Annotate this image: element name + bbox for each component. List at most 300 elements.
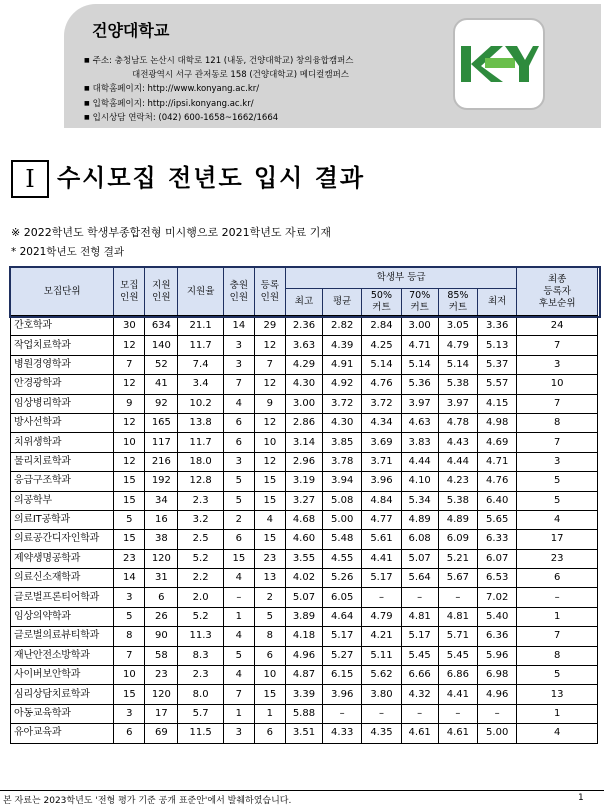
value-cell: 3.36	[478, 316, 517, 336]
header-min: 최저	[478, 289, 517, 317]
value-cell: 1	[517, 607, 598, 626]
value-cell: 5.14	[438, 355, 477, 374]
value-cell: 5.96	[478, 646, 517, 665]
table-row	[11, 724, 598, 743]
value-cell: 4.15	[478, 394, 517, 413]
header-max: 최고	[285, 289, 322, 317]
value-cell: 4.81	[401, 607, 438, 626]
value-cell: 7	[517, 336, 598, 355]
unit-cell: 간호학과	[11, 316, 114, 336]
section-title	[11, 160, 601, 198]
unit-cell: 글로벌프론티어학과	[11, 588, 114, 607]
value-cell: 15	[114, 472, 145, 491]
value-cell: 3.71	[362, 452, 401, 471]
value-cell: 3	[223, 336, 254, 355]
value-cell: 5.17	[362, 569, 401, 588]
university-name: 건양대학교	[92, 21, 170, 40]
value-cell: 10	[517, 375, 598, 394]
value-cell: 5	[254, 607, 285, 626]
table-row	[11, 413, 598, 432]
header-cut85: 85% 커트	[438, 289, 477, 317]
value-cell: 6	[223, 530, 254, 549]
value-cell: 5.38	[438, 491, 477, 510]
value-cell: 8	[114, 627, 145, 646]
unit-cell: 병원경영학과	[11, 355, 114, 374]
value-cell: 9	[254, 394, 285, 413]
ky-logo-icon	[459, 44, 539, 84]
value-cell: 4	[223, 627, 254, 646]
value-cell: 5	[223, 491, 254, 510]
value-cell: 21.1	[178, 316, 223, 336]
unit-cell: 유아교육과	[11, 724, 114, 743]
value-cell: 4.18	[285, 627, 322, 646]
value-cell: 12	[254, 336, 285, 355]
value-cell: 5.62	[362, 666, 401, 685]
header-avg: 평균	[323, 289, 362, 317]
bullet-icon: ■	[84, 57, 90, 64]
value-cell: 3.97	[401, 394, 438, 413]
value-cell: 5.61	[362, 530, 401, 549]
value-cell: 4.43	[438, 433, 477, 452]
value-cell: 2.5	[178, 530, 223, 549]
value-cell: 4.21	[362, 627, 401, 646]
table-row	[11, 316, 598, 336]
value-cell: 23	[145, 666, 178, 685]
value-cell: 3	[223, 452, 254, 471]
value-cell: 12	[254, 413, 285, 432]
value-cell: 26	[145, 607, 178, 626]
value-cell: –	[517, 588, 598, 607]
value-cell: 5.27	[323, 646, 362, 665]
university-logo	[453, 18, 545, 110]
admission-page-line: ■ 입학홈페이지: http://ipsi.konyang.ac.kr/	[84, 98, 254, 109]
unit-cell: 물리치료학과	[11, 452, 114, 471]
unit-cell: 작업치료학과	[11, 336, 114, 355]
value-cell: 3.63	[285, 336, 322, 355]
value-cell: 192	[145, 472, 178, 491]
table-row	[11, 588, 598, 607]
value-cell: 5.07	[401, 549, 438, 568]
year-note: * 2021학년도 전형 결과	[11, 246, 124, 258]
value-cell: 17	[145, 704, 178, 723]
table-row	[11, 394, 598, 413]
value-cell: 4.41	[362, 549, 401, 568]
value-cell: 3.89	[285, 607, 322, 626]
value-cell: 11.5	[178, 724, 223, 743]
value-cell: 6.05	[323, 588, 362, 607]
value-cell: 4.89	[401, 510, 438, 529]
value-cell: 5	[114, 607, 145, 626]
value-cell: 23	[517, 549, 598, 568]
header-extra: 충원 인원	[223, 268, 254, 317]
bullet-icon: ■	[84, 99, 90, 107]
value-cell: 5.00	[478, 724, 517, 743]
value-cell: 5.13	[478, 336, 517, 355]
value-cell: 15	[254, 472, 285, 491]
value-cell: –	[362, 588, 401, 607]
value-cell: 216	[145, 452, 178, 471]
value-cell: 9	[114, 394, 145, 413]
value-cell: 3.85	[323, 433, 362, 452]
value-cell: 3.51	[285, 724, 322, 743]
value-cell: 3.96	[323, 685, 362, 704]
value-cell: 4.71	[401, 336, 438, 355]
value-cell: 5.88	[285, 704, 322, 723]
value-cell: 15	[254, 530, 285, 549]
header-grade-group: 학생부 등급	[285, 268, 516, 289]
unit-cell: 안경광학과	[11, 375, 114, 394]
value-cell: 4.68	[285, 510, 322, 529]
value-cell: 2.0	[178, 588, 223, 607]
value-cell: –	[323, 704, 362, 723]
value-cell: 7	[517, 627, 598, 646]
value-cell: 5.00	[323, 510, 362, 529]
value-cell: 4.34	[362, 413, 401, 432]
value-cell: 8.3	[178, 646, 223, 665]
value-cell: 52	[145, 355, 178, 374]
value-cell: 4.61	[401, 724, 438, 743]
value-cell: 4	[517, 724, 598, 743]
header-cut70: 70% 커트	[401, 289, 438, 317]
value-cell: –	[223, 588, 254, 607]
value-cell: 7	[223, 685, 254, 704]
value-cell: 3.19	[285, 472, 322, 491]
header-cut50: 50% 커트	[362, 289, 401, 317]
value-cell: 13	[517, 685, 598, 704]
header-final-rank: 최종 등록자 후보순위	[517, 268, 598, 317]
value-cell: 6.98	[478, 666, 517, 685]
value-cell: 1	[517, 704, 598, 723]
value-cell: 120	[145, 549, 178, 568]
value-cell: 10	[254, 433, 285, 452]
value-cell: 5.14	[401, 355, 438, 374]
value-cell: 8.0	[178, 685, 223, 704]
value-cell: 4.61	[438, 724, 477, 743]
unit-cell: 심리상담치료학과	[11, 685, 114, 704]
header-applicants: 지원 인원	[145, 268, 178, 317]
unit-cell: 의공학부	[11, 491, 114, 510]
value-cell: 30	[114, 316, 145, 336]
value-cell: 5	[517, 472, 598, 491]
table-row	[11, 336, 598, 355]
value-cell: 5	[223, 646, 254, 665]
unit-cell: 사이버보안학과	[11, 666, 114, 685]
value-cell: 2.96	[285, 452, 322, 471]
value-cell: 2.2	[178, 569, 223, 588]
value-cell: 3.78	[323, 452, 362, 471]
value-cell: 4.10	[401, 472, 438, 491]
value-cell: 24	[517, 316, 598, 336]
value-cell: 4.77	[362, 510, 401, 529]
value-cell: 6.40	[478, 491, 517, 510]
value-cell: 4.71	[478, 452, 517, 471]
unit-cell: 의료신소재학과	[11, 569, 114, 588]
value-cell: 1	[254, 704, 285, 723]
table-row	[11, 666, 598, 685]
value-cell: 4.96	[478, 685, 517, 704]
value-cell: 4.69	[478, 433, 517, 452]
value-cell: 5.34	[401, 491, 438, 510]
table-row	[11, 685, 598, 704]
header-unit: 모집단위	[11, 268, 114, 317]
value-cell: 6.07	[478, 549, 517, 568]
value-cell: –	[401, 704, 438, 723]
value-cell: 10	[114, 433, 145, 452]
value-cell: 5.37	[478, 355, 517, 374]
value-cell: 5.36	[401, 375, 438, 394]
value-cell: 2.3	[178, 666, 223, 685]
value-cell: 6	[517, 569, 598, 588]
value-cell: 3.72	[362, 394, 401, 413]
value-cell: 4.30	[285, 375, 322, 394]
value-cell: 3	[223, 355, 254, 374]
value-cell: 117	[145, 433, 178, 452]
value-cell: 7	[114, 646, 145, 665]
value-cell: 11.7	[178, 336, 223, 355]
table-row	[11, 491, 598, 510]
value-cell: 15	[254, 491, 285, 510]
value-cell: 5.2	[178, 607, 223, 626]
value-cell: 4.63	[401, 413, 438, 432]
value-cell: 14	[223, 316, 254, 336]
value-cell: 4.78	[438, 413, 477, 432]
value-cell: 3.39	[285, 685, 322, 704]
value-cell: 15	[254, 685, 285, 704]
value-cell: –	[438, 704, 477, 723]
value-cell: 5.57	[478, 375, 517, 394]
value-cell: 5.2	[178, 549, 223, 568]
value-cell: 34	[145, 491, 178, 510]
value-cell: 90	[145, 627, 178, 646]
unit-cell: 재난안전소방학과	[11, 646, 114, 665]
value-cell: 12	[254, 375, 285, 394]
value-cell: 3.55	[285, 549, 322, 568]
value-cell: 5.14	[362, 355, 401, 374]
value-cell: 38	[145, 530, 178, 549]
value-cell: 5	[517, 491, 598, 510]
value-cell: 3.97	[438, 394, 477, 413]
value-cell: 6.15	[323, 666, 362, 685]
value-cell: 5	[223, 472, 254, 491]
value-cell: 5	[114, 510, 145, 529]
value-cell: 3.94	[323, 472, 362, 491]
value-cell: 6	[223, 413, 254, 432]
value-cell: 2.82	[323, 316, 362, 336]
value-cell: 31	[145, 569, 178, 588]
value-cell: 3	[114, 588, 145, 607]
value-cell: 11.7	[178, 433, 223, 452]
address-line-2: 대전광역시 서구 관저동로 158 (건양대학교) 메디컬캠퍼스	[132, 69, 350, 80]
data-note: ※ 2022학년도 학생부종합전형 미시행으로 2021학년도 자료 기재	[11, 226, 331, 239]
value-cell: 12	[114, 452, 145, 471]
value-cell: 6	[223, 433, 254, 452]
value-cell: 12.8	[178, 472, 223, 491]
value-cell: 4.96	[285, 646, 322, 665]
value-cell: 7.4	[178, 355, 223, 374]
value-cell: 7	[517, 433, 598, 452]
value-cell: 13.8	[178, 413, 223, 432]
value-cell: 5.67	[438, 569, 477, 588]
page-number: 1	[578, 793, 584, 803]
value-cell: 7	[223, 375, 254, 394]
value-cell: 5.64	[401, 569, 438, 588]
unit-cell: 아동교육학과	[11, 704, 114, 723]
value-cell: 1	[223, 607, 254, 626]
value-cell: 4.79	[362, 607, 401, 626]
value-cell: 4.84	[362, 491, 401, 510]
value-cell: 17	[517, 530, 598, 549]
value-cell: 5.11	[362, 646, 401, 665]
value-cell: 5.45	[401, 646, 438, 665]
unit-cell: 임상병리학과	[11, 394, 114, 413]
value-cell: 2.86	[285, 413, 322, 432]
value-cell: 92	[145, 394, 178, 413]
bullet-icon: ■	[84, 114, 90, 121]
value-cell: 6.09	[438, 530, 477, 549]
value-cell: 5.17	[401, 627, 438, 646]
value-cell: 10	[254, 666, 285, 685]
value-cell: 7	[254, 355, 285, 374]
value-cell: 4	[223, 394, 254, 413]
value-cell: 3.27	[285, 491, 322, 510]
unit-cell: 제약생명공학과	[11, 549, 114, 568]
value-cell: 3.69	[362, 433, 401, 452]
value-cell: 4.30	[323, 413, 362, 432]
value-cell: 5.71	[438, 627, 477, 646]
value-cell: 165	[145, 413, 178, 432]
header-ratio: 지원율	[178, 268, 223, 317]
value-cell: 11.3	[178, 627, 223, 646]
section-title-text: 수시모집 전년도 입시 결과	[57, 164, 366, 192]
admission-results-table	[10, 267, 598, 744]
value-cell: 3.80	[362, 685, 401, 704]
value-cell: 15	[114, 530, 145, 549]
value-cell: 140	[145, 336, 178, 355]
value-cell: 4.79	[438, 336, 477, 355]
value-cell: 4.55	[323, 549, 362, 568]
value-cell: 15	[114, 491, 145, 510]
value-cell: 12	[114, 375, 145, 394]
value-cell: 2.36	[285, 316, 322, 336]
value-cell: 4.81	[438, 607, 477, 626]
unit-cell: 치위생학과	[11, 433, 114, 452]
value-cell: 4.76	[362, 375, 401, 394]
value-cell: 6.86	[438, 666, 477, 685]
table-row	[11, 452, 598, 471]
value-cell: 4.64	[323, 607, 362, 626]
value-cell: 5.17	[323, 627, 362, 646]
unit-cell: 임상의약학과	[11, 607, 114, 626]
value-cell: 23	[114, 549, 145, 568]
section-number-box: Ⅰ	[11, 160, 49, 198]
header-quota: 모집 인원	[114, 268, 145, 317]
value-cell: 6	[254, 646, 285, 665]
value-cell: –	[478, 704, 517, 723]
value-cell: 3.4	[178, 375, 223, 394]
value-cell: 3	[517, 355, 598, 374]
value-cell: 5.45	[438, 646, 477, 665]
value-cell: 16	[145, 510, 178, 529]
value-cell: 5.40	[478, 607, 517, 626]
value-cell: 3.72	[323, 394, 362, 413]
table-row	[11, 510, 598, 529]
footer-divider	[0, 790, 604, 791]
homepage-line: ■ 대학홈페이지: http://www.konyang.ac.kr/	[84, 84, 260, 94]
value-cell: 4.23	[438, 472, 477, 491]
value-cell: 4.92	[323, 375, 362, 394]
value-cell: 4	[223, 666, 254, 685]
value-cell: –	[401, 588, 438, 607]
value-cell: 4.44	[401, 452, 438, 471]
value-cell: 4	[517, 510, 598, 529]
unit-cell: 의료공간디자인학과	[11, 530, 114, 549]
value-cell: 12	[114, 413, 145, 432]
value-cell: 4.91	[323, 355, 362, 374]
university-header	[64, 4, 601, 128]
value-cell: 4	[223, 569, 254, 588]
value-cell: 6.33	[478, 530, 517, 549]
contact-info	[84, 54, 354, 126]
value-cell: 2.84	[362, 316, 401, 336]
table-row	[11, 569, 598, 588]
value-cell: 4.02	[285, 569, 322, 588]
value-cell: 5	[517, 666, 598, 685]
value-cell: 5.48	[323, 530, 362, 549]
value-cell: 18.0	[178, 452, 223, 471]
value-cell: 14	[114, 569, 145, 588]
value-cell: 8	[517, 413, 598, 432]
value-cell: 3	[517, 452, 598, 471]
address-line-1: ■ 주소: 충청남도 논산시 대학로 121 (내동, 건양대학교) 창의융합캠퍼스	[84, 56, 354, 66]
value-cell: 10.2	[178, 394, 223, 413]
table-row	[11, 607, 598, 626]
value-cell: 29	[254, 316, 285, 336]
value-cell: 41	[145, 375, 178, 394]
table-row	[11, 549, 598, 568]
value-cell: 58	[145, 646, 178, 665]
table-row	[11, 375, 598, 394]
value-cell: 6.53	[478, 569, 517, 588]
value-cell: 3	[114, 704, 145, 723]
value-cell: 5.26	[323, 569, 362, 588]
value-cell: 4.29	[285, 355, 322, 374]
value-cell: 4.87	[285, 666, 322, 685]
bullet-icon: ■	[84, 85, 90, 92]
table-row	[11, 627, 598, 646]
table-row	[11, 646, 598, 665]
value-cell: 5.7	[178, 704, 223, 723]
value-cell: 12	[254, 452, 285, 471]
value-cell: 4	[254, 510, 285, 529]
contact-line: ■ 입시상담 연락처: (042) 600-1658~1662/1664	[84, 113, 279, 123]
value-cell: 6	[145, 588, 178, 607]
value-cell: 23	[254, 549, 285, 568]
value-cell: 1	[223, 704, 254, 723]
value-cell: 8	[517, 646, 598, 665]
unit-cell: 응급구조학과	[11, 472, 114, 491]
value-cell: 3	[223, 724, 254, 743]
table-row	[11, 530, 598, 549]
value-cell: 6	[114, 724, 145, 743]
value-cell: –	[438, 588, 477, 607]
value-cell: 4.60	[285, 530, 322, 549]
value-cell: 3.00	[401, 316, 438, 336]
value-cell: 13	[254, 569, 285, 588]
value-cell: 7.02	[478, 588, 517, 607]
header-registered: 등록 인원	[254, 268, 285, 317]
value-cell: 3.14	[285, 433, 322, 452]
value-cell: –	[362, 704, 401, 723]
